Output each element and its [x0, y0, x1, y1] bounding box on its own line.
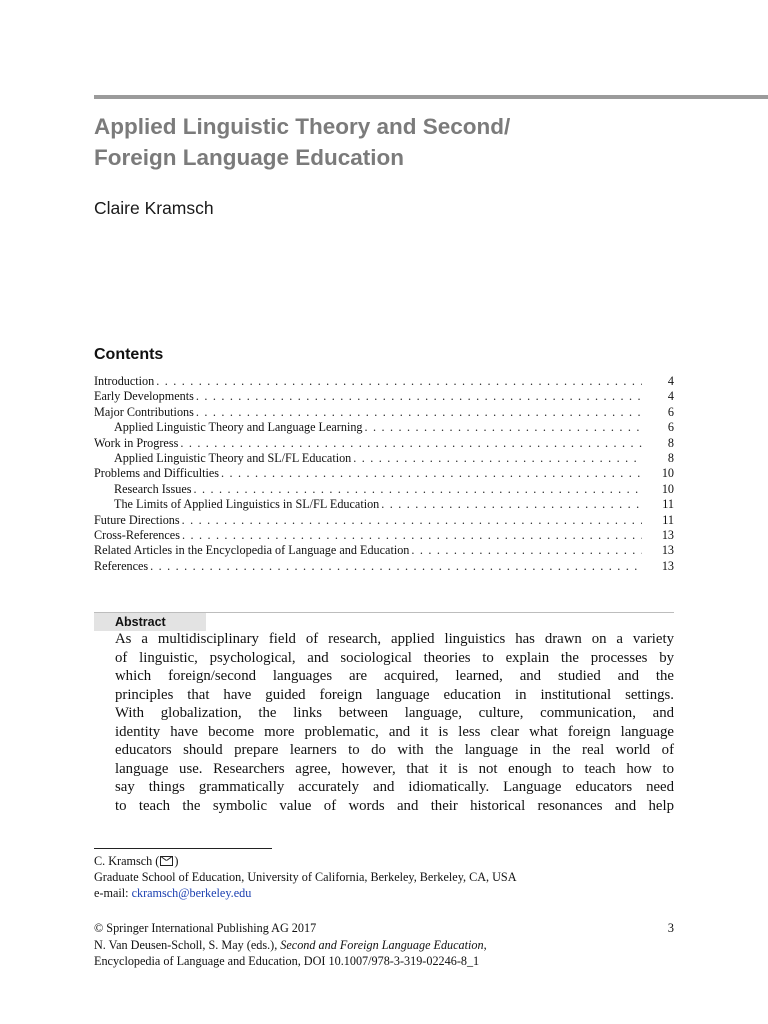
abstract-line: which foreign/second languages are acquired, learned, and studied and the [115, 668, 674, 684]
toc-dot-leader [221, 466, 642, 481]
footnote-author: C. Kramsch ( ) [94, 854, 179, 868]
toc-entry-page: 8 [667, 450, 674, 465]
toc-dot-leader [411, 543, 642, 558]
toc-dot-leader [381, 497, 642, 512]
toc-dot-leader [182, 528, 642, 543]
toc-entry-label: Introduction [94, 374, 155, 388]
top-rule [94, 95, 768, 99]
page-number: 3 [667, 921, 674, 935]
toc-entry[interactable] [94, 405, 674, 420]
toc-entry[interactable] [94, 420, 674, 435]
toc-entry-page: 11 [662, 512, 674, 527]
toc-dot-leader [156, 374, 642, 389]
abstract-line: principles that have guided foreign language education in institutional settings. [115, 686, 674, 703]
footnote [94, 853, 674, 901]
abstract-line: say things grammatically accurately and idiomatically. Language educators need [115, 779, 674, 795]
toc-entry-page: 13 [661, 558, 674, 573]
toc-entry-label: Applied Linguistic Theory and Language Learning [114, 420, 363, 435]
toc-entry[interactable] [94, 451, 674, 466]
book-title: Second and Foreign Language Education [280, 937, 484, 952]
chapter-title-line-2: Foreign Language Education [94, 145, 405, 170]
toc-entry-label: Applied Linguistic Theory and SL/FL Education [114, 450, 352, 465]
toc-dot-leader [150, 559, 642, 574]
abstract-line: With globalization, the links between language, culture, communication, and [115, 705, 674, 721]
toc-entry-label: References [94, 558, 149, 573]
toc-entry-page: 6 [667, 404, 674, 419]
abstract-line: identity have become more problematic, and it is less clear what foreign language [115, 723, 674, 740]
toc-entry[interactable] [94, 513, 674, 528]
toc-entry[interactable] [94, 436, 674, 451]
abstract-body [115, 630, 674, 815]
toc-entry-label: Early Developments [94, 389, 194, 404]
toc-entry-page: 8 [667, 435, 674, 450]
toc-dot-leader [196, 389, 642, 404]
toc-entry-page: 10 [661, 481, 674, 496]
abstract-line: to teach the symbolic value of words and their historical resonances and help [115, 797, 674, 814]
toc-dot-leader [180, 436, 642, 451]
abstract-line: of linguistic, psychological, and sociological theories to explain the processes by [115, 649, 674, 666]
publication-info [94, 920, 674, 970]
toc-entry[interactable] [94, 482, 674, 497]
chapter-title-line-1: Applied Linguistic Theory and Second/ [94, 114, 511, 139]
toc-dot-leader [196, 405, 642, 420]
series-doi-line: Encyclopedia of Language and Education, DOI 10.1007/978-3-319-02246-8_1 [94, 954, 480, 968]
email-link[interactable]: ckramsch@berkeley.edu [131, 886, 252, 900]
footnote-affiliation: Graduate School of Education, University of California, Berkeley, Berkeley, CA, USA [94, 870, 517, 884]
abstract-line: As a multidisciplinary field of research, applied linguistics has drawn on a variety [115, 631, 674, 647]
toc-dot-leader [353, 451, 642, 466]
contents-heading: Contents [94, 346, 164, 363]
toc-entry[interactable] [94, 497, 674, 512]
abstract-label: Abstract [94, 613, 206, 631]
editors-line: N. Van Deusen-Scholl, S. May (eds.), Second and Foreign Language Education, [94, 937, 487, 952]
toc-dot-leader [182, 513, 642, 528]
toc-entry-page: 6 [667, 420, 674, 435]
toc-entry-label: Work in Progress [94, 435, 179, 450]
toc-entry-label: Major Contributions [94, 404, 194, 419]
toc-entry[interactable] [94, 559, 674, 574]
toc-entry-page: 4 [667, 374, 674, 388]
abstract-line: language use. Researchers agree, however, that it is not enough to teach how to [115, 760, 674, 777]
toc-dot-leader [194, 482, 643, 497]
toc-entry-page: 11 [662, 497, 674, 512]
toc-entry[interactable] [94, 466, 674, 481]
toc-entry-label: Future Directions [94, 512, 180, 527]
toc-entry-label: Research Issues [114, 481, 192, 496]
toc-entry-page: 4 [667, 389, 674, 404]
toc-entry-label: Related Articles in the Encyclopedia of Language and Education [94, 543, 410, 558]
toc-entry[interactable] [94, 528, 674, 543]
toc-entry-label: The Limits of Applied Linguistics in SL/FL Education [114, 497, 380, 512]
toc-entry-page: 13 [661, 543, 674, 558]
toc-entry-label: Cross-References [94, 527, 180, 542]
footnote-rule [94, 848, 272, 849]
footnote-email-line: e-mail: ckramsch@berkeley.edu [94, 886, 252, 900]
abstract-line: educators should prepare learners to do with the language in the real world of [115, 742, 674, 758]
author-name: Claire Kramsch [94, 198, 214, 218]
mail-icon [160, 856, 173, 866]
table-of-contents [94, 374, 674, 574]
toc-entry[interactable] [94, 543, 674, 558]
toc-entry-page: 10 [661, 466, 674, 481]
chapter-title [94, 111, 694, 173]
toc-entry[interactable] [94, 389, 674, 404]
toc-dot-leader [365, 420, 642, 435]
copyright-line: © Springer International Publishing AG 2017 [94, 921, 317, 935]
toc-entry-label: Problems and Difficulties [94, 466, 220, 481]
toc-entry[interactable] [94, 374, 674, 389]
toc-entry-page: 13 [661, 527, 674, 542]
